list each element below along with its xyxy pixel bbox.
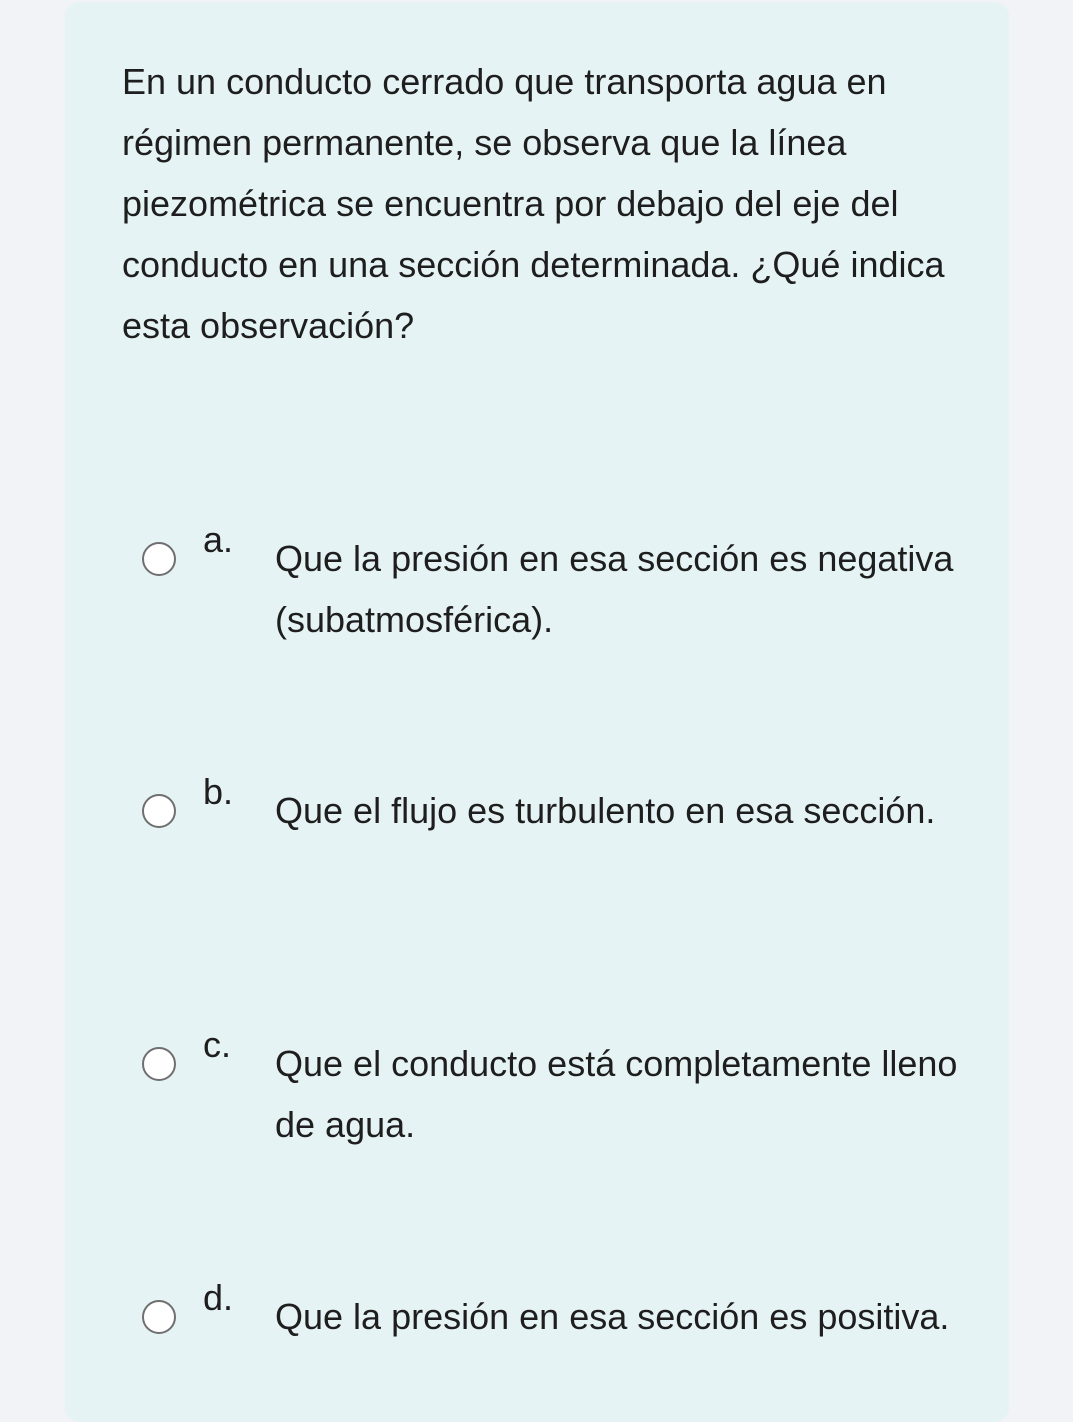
- radio-button-b[interactable]: [142, 794, 176, 828]
- option-label-a[interactable]: Que la presión en esa sección es negativa (subatmosférica).: [275, 538, 954, 640]
- question-text: En un conducto cerrado que transporta agua en régimen permanente, se observa que la línea piezométrica se encuentra por debajo del eje del conducto en una sección determinada. ¿Qué indica esta observación?: [122, 61, 945, 346]
- option-letter-d: d.: [203, 1277, 234, 1318]
- option-d[interactable]: [0, 1278, 1073, 1418]
- option-label-d[interactable]: Que la presión en esa sección es positiva.: [275, 1296, 950, 1337]
- option-letter-a: a.: [203, 519, 234, 560]
- option-label-c[interactable]: Que el conducto está completamente lleno de agua.: [275, 1043, 958, 1145]
- option-a[interactable]: [0, 520, 1073, 660]
- option-letter-c: c.: [203, 1024, 232, 1065]
- option-b[interactable]: [0, 772, 1073, 912]
- radio-button-d[interactable]: [142, 1300, 176, 1334]
- radio-button-a[interactable]: [142, 542, 176, 576]
- option-c[interactable]: [0, 1025, 1073, 1165]
- option-letter-b: b.: [203, 771, 234, 812]
- option-label-b[interactable]: Que el flujo es turbulento en esa sección.: [275, 790, 936, 831]
- radio-button-c[interactable]: [142, 1047, 176, 1081]
